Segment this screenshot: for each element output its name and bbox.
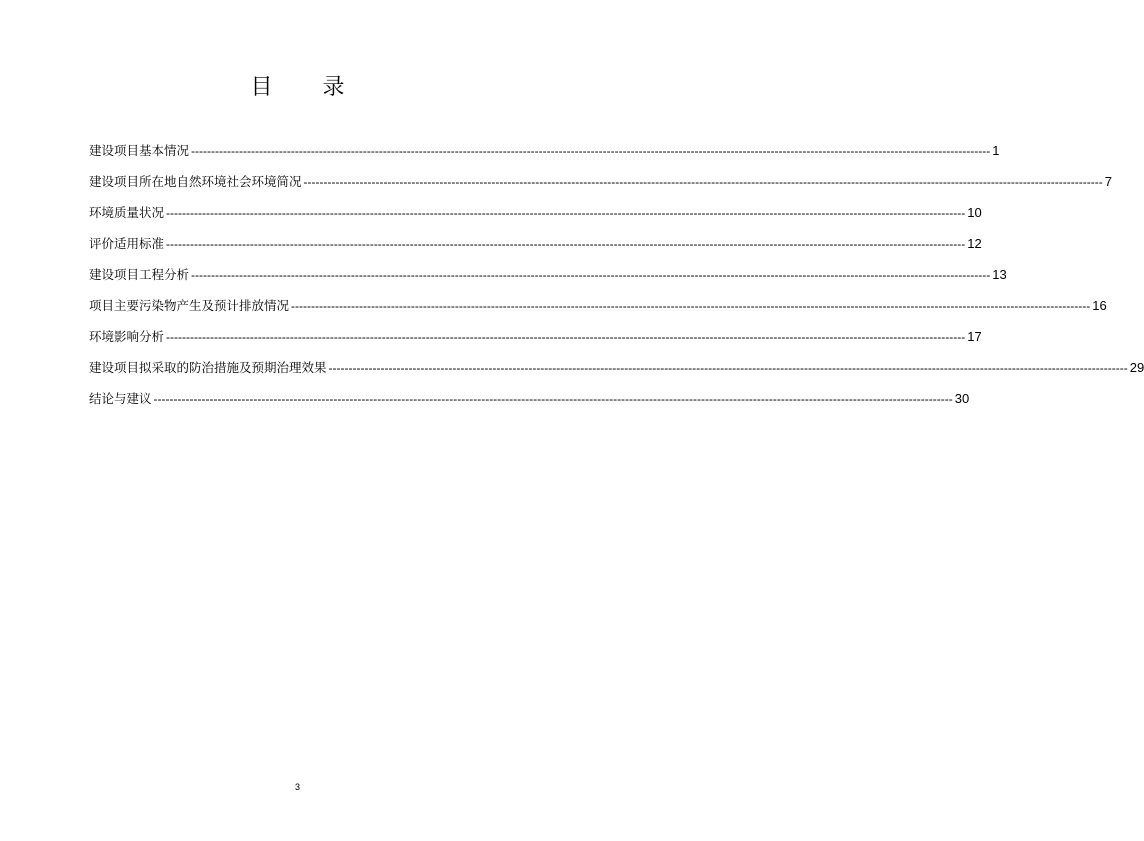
- toc-entry-page: 29: [1129, 360, 1144, 375]
- toc-leader: --------------------------------------------------------------------------------------------------------------------------------------------------------------------------------------------------------: [191, 268, 991, 282]
- toc-leader: --------------------------------------------------------------------------------------------------------------------------------------------------------------------------------------------------------: [328, 361, 1128, 375]
- toc-leader: --------------------------------------------------------------------------------------------------------------------------------------------------------------------------------------------------------: [166, 237, 966, 251]
- toc-entry-page: 7: [1104, 174, 1112, 189]
- toc-entry-title: 环境影响分析: [89, 329, 165, 344]
- toc-leader: --------------------------------------------------------------------------------------------------------------------------------------------------------------------------------------------------------: [291, 299, 1091, 313]
- toc-entry-title: 建设项目所在地自然环境社会环境简况: [89, 174, 302, 189]
- toc-entry-title: 结论与建议: [89, 391, 152, 406]
- toc-leader: --------------------------------------------------------------------------------------------------------------------------------------------------------------------------------------------------------: [166, 206, 966, 220]
- toc-entry-title: 建设项目拟采取的防治措施及预期治理效果: [89, 360, 327, 375]
- toc-entry[interactable]: [89, 233, 982, 264]
- table-of-contents: [89, 140, 1144, 419]
- toc-entry-page: 16: [1092, 298, 1107, 313]
- toc-entry[interactable]: [89, 140, 1000, 171]
- toc-entry-page: 1: [992, 143, 1000, 158]
- toc-entry-page: 13: [992, 267, 1007, 282]
- toc-entry-page: 30: [954, 391, 970, 406]
- toc-entry-title: 建设项目基本情况: [89, 143, 190, 158]
- page-title: 目 录: [250, 75, 359, 100]
- toc-entry-title: 建设项目工程分析: [89, 267, 190, 282]
- toc-entry[interactable]: [89, 357, 1144, 388]
- toc-entry-page: 17: [967, 329, 982, 344]
- toc-entry-page: 10: [967, 205, 982, 220]
- toc-leader: --------------------------------------------------------------------------------------------------------------------------------------------------------------------------------------------------------: [153, 392, 953, 406]
- toc-entry[interactable]: [89, 202, 982, 233]
- toc-leader: --------------------------------------------------------------------------------------------------------------------------------------------------------------------------------------------------------: [303, 175, 1103, 189]
- toc-entry[interactable]: [89, 171, 1112, 202]
- toc-entry-title: 评价适用标准: [89, 236, 165, 251]
- page-number: 3: [294, 782, 300, 792]
- toc-entry[interactable]: [89, 388, 970, 419]
- toc-leader: --------------------------------------------------------------------------------------------------------------------------------------------------------------------------------------------------------: [166, 330, 966, 344]
- toc-leader: --------------------------------------------------------------------------------------------------------------------------------------------------------------------------------------------------------: [191, 144, 991, 158]
- toc-entry[interactable]: [89, 326, 982, 357]
- toc-entry-title: 项目主要污染物产生及预计排放情况: [89, 298, 290, 313]
- toc-entry[interactable]: [89, 264, 1007, 295]
- toc-entry-title: 环境质量状况: [89, 205, 165, 220]
- toc-entry-page: 12: [967, 236, 982, 251]
- toc-entry[interactable]: [89, 295, 1107, 326]
